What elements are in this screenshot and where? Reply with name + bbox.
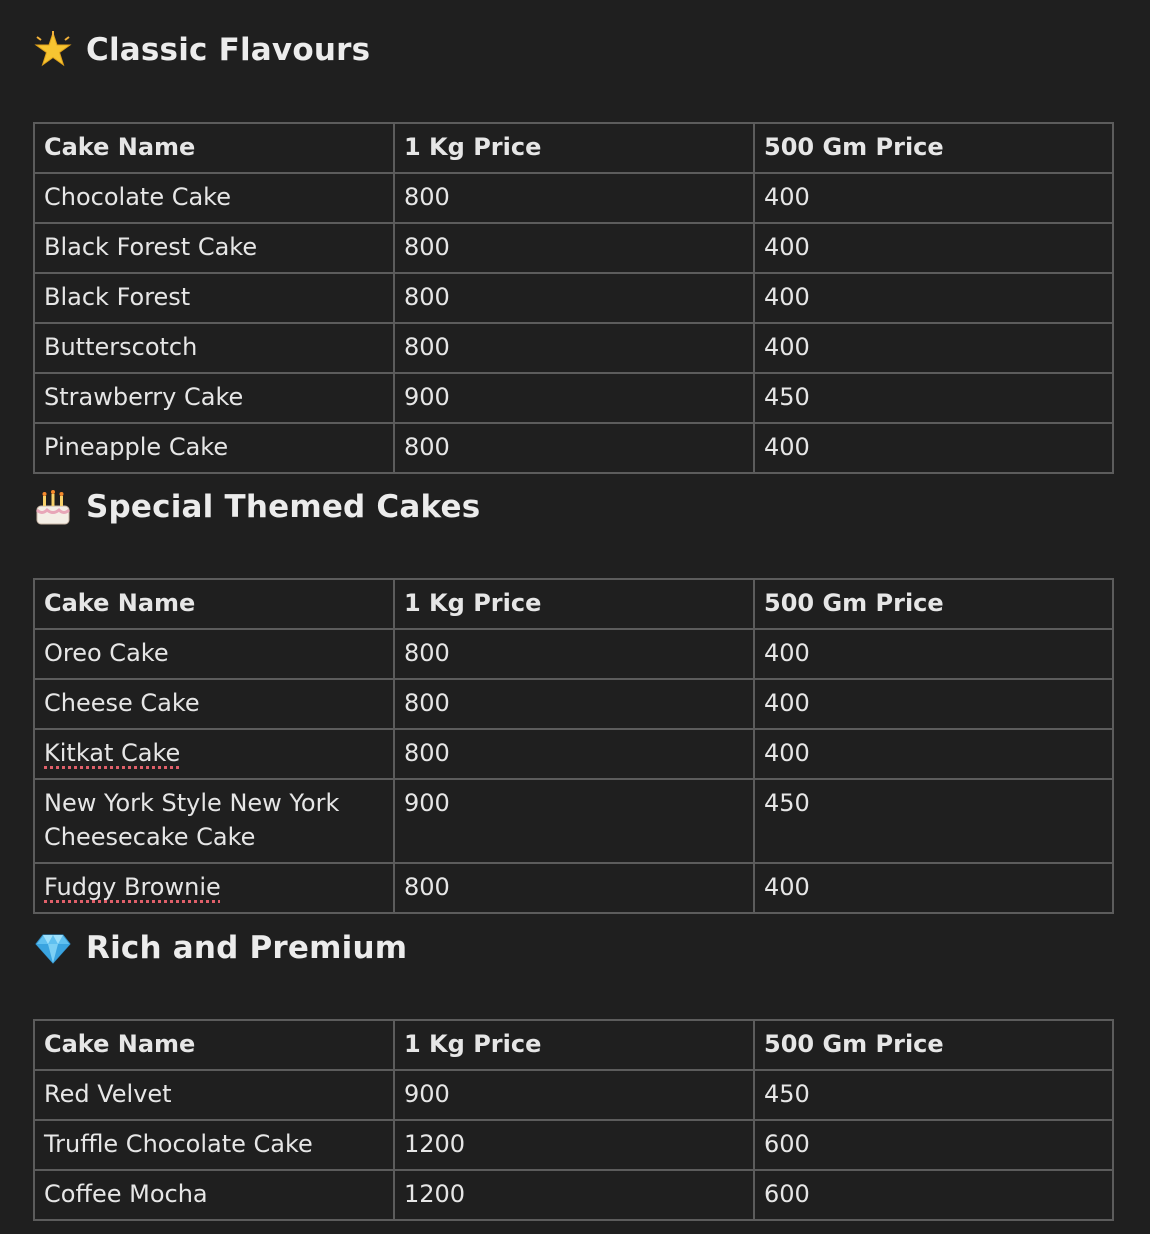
price-1kg-cell: 800 xyxy=(394,863,754,913)
table-row xyxy=(34,323,1113,373)
table-row xyxy=(34,223,1113,273)
cake-name-cell: Truffle Chocolate Cake xyxy=(34,1120,394,1170)
column-header-500gm-price: 500 Gm Price xyxy=(754,1020,1113,1070)
column-header-cake-name: Cake Name xyxy=(34,579,394,629)
price-500gm-cell: 450 xyxy=(754,1070,1113,1120)
table-row xyxy=(34,373,1113,423)
price-1kg-cell: 800 xyxy=(394,423,754,473)
column-header-1kg-price: 1 Kg Price xyxy=(394,579,754,629)
section-heading xyxy=(33,30,370,70)
price-table xyxy=(33,578,1114,914)
spellcheck-flagged-text[interactable]: Fudgy Brownie xyxy=(44,873,221,901)
table-header-row xyxy=(34,1020,1113,1070)
cake-name-cell: New York Style New York Cheesecake Cake xyxy=(34,779,394,863)
price-500gm-cell: 400 xyxy=(754,323,1113,373)
price-500gm-cell: 400 xyxy=(754,173,1113,223)
table-row xyxy=(34,1070,1113,1120)
price-500gm-cell: 400 xyxy=(754,629,1113,679)
price-1kg-cell: 800 xyxy=(394,223,754,273)
table-row xyxy=(34,1170,1113,1220)
table-row xyxy=(34,273,1113,323)
table-row xyxy=(34,173,1113,223)
price-500gm-cell: 400 xyxy=(754,729,1113,779)
table-header-row xyxy=(34,123,1113,173)
price-500gm-cell: 400 xyxy=(754,423,1113,473)
cake-name-cell: Butterscotch xyxy=(34,323,394,373)
price-1kg-cell: 800 xyxy=(394,173,754,223)
column-header-cake-name: Cake Name xyxy=(34,123,394,173)
section-heading xyxy=(33,928,407,968)
cake-name-cell: Oreo Cake xyxy=(34,629,394,679)
price-1kg-cell: 800 xyxy=(394,273,754,323)
section-title: Special Themed Cakes xyxy=(86,489,481,525)
price-table xyxy=(33,1019,1114,1221)
price-1kg-cell: 900 xyxy=(394,373,754,423)
spellcheck-flagged-text[interactable]: Kitkat Cake xyxy=(44,739,181,767)
price-1kg-cell: 1200 xyxy=(394,1120,754,1170)
gem-icon xyxy=(33,928,73,968)
price-1kg-cell: 800 xyxy=(394,323,754,373)
price-500gm-cell: 450 xyxy=(754,373,1113,423)
price-500gm-cell: 400 xyxy=(754,863,1113,913)
table-row xyxy=(34,679,1113,729)
price-500gm-cell: 600 xyxy=(754,1120,1113,1170)
section-heading xyxy=(33,487,480,527)
cake-name-cell: Red Velvet xyxy=(34,1070,394,1120)
price-1kg-cell: 900 xyxy=(394,1070,754,1120)
price-1kg-cell: 800 xyxy=(394,629,754,679)
price-500gm-cell: 400 xyxy=(754,273,1113,323)
table-row xyxy=(34,729,1113,779)
price-500gm-cell: 600 xyxy=(754,1170,1113,1220)
price-500gm-cell: 450 xyxy=(754,779,1113,863)
price-500gm-cell: 400 xyxy=(754,679,1113,729)
cake-name-cell: Cheese Cake xyxy=(34,679,394,729)
table-row xyxy=(34,1120,1113,1170)
price-table xyxy=(33,122,1114,474)
table-row xyxy=(34,629,1113,679)
column-header-cake-name: Cake Name xyxy=(34,1020,394,1070)
glowing-star-icon xyxy=(33,30,73,70)
table-row xyxy=(34,423,1113,473)
price-1kg-cell: 900 xyxy=(394,779,754,863)
price-500gm-cell: 400 xyxy=(754,223,1113,273)
price-1kg-cell: 800 xyxy=(394,729,754,779)
cake-name-cell: Black Forest Cake xyxy=(34,223,394,273)
birthday-cake-icon xyxy=(33,487,73,527)
cake-name-cell: Chocolate Cake xyxy=(34,173,394,223)
table-header-row xyxy=(34,579,1113,629)
column-header-500gm-price: 500 Gm Price xyxy=(754,579,1113,629)
cake-name-cell: Black Forest xyxy=(34,273,394,323)
cake-name-cell: Coffee Mocha xyxy=(34,1170,394,1220)
table-row xyxy=(34,863,1113,913)
cake-name-cell xyxy=(34,863,394,913)
price-1kg-cell: 1200 xyxy=(394,1170,754,1220)
table-row xyxy=(34,779,1113,863)
section-title: Rich and Premium xyxy=(86,930,408,966)
column-header-1kg-price: 1 Kg Price xyxy=(394,1020,754,1070)
column-header-500gm-price: 500 Gm Price xyxy=(754,123,1113,173)
cake-name-cell: Pineapple Cake xyxy=(34,423,394,473)
price-1kg-cell: 800 xyxy=(394,679,754,729)
cake-name-cell: Strawberry Cake xyxy=(34,373,394,423)
cake-name-cell xyxy=(34,729,394,779)
section-title: Classic Flavours xyxy=(86,32,371,68)
column-header-1kg-price: 1 Kg Price xyxy=(394,123,754,173)
